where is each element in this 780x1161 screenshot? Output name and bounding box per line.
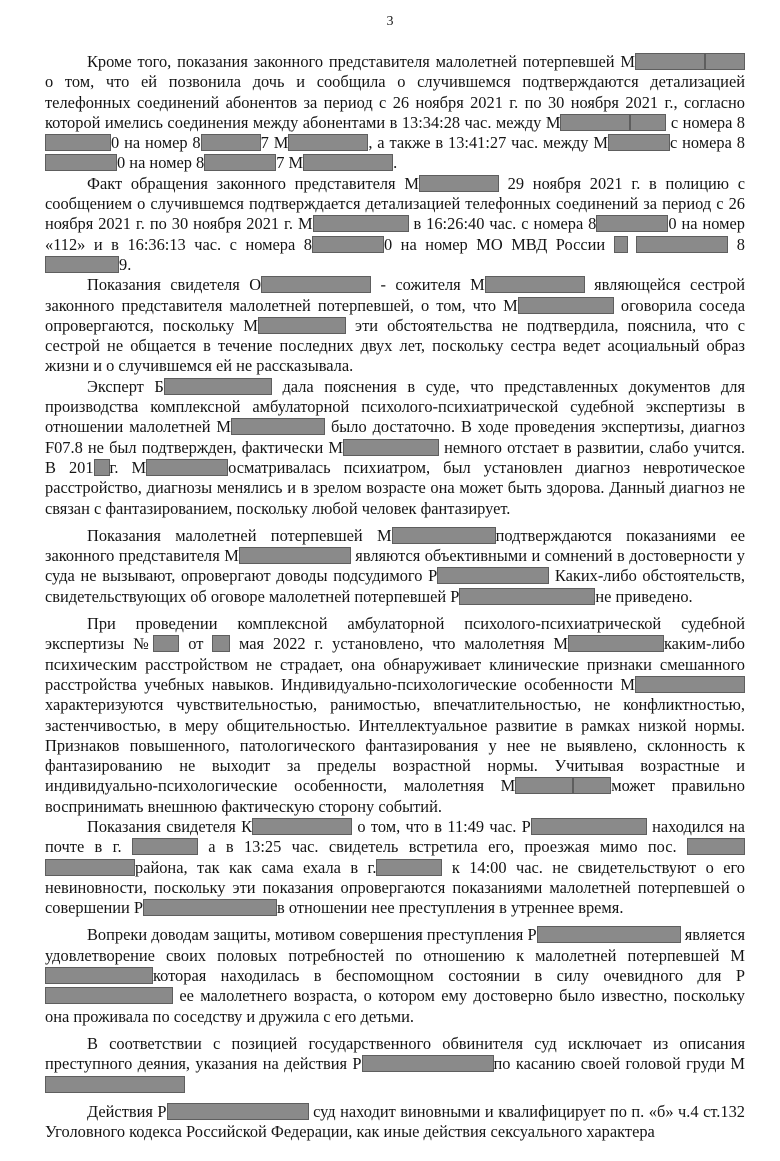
redaction-block xyxy=(45,987,173,1004)
redaction-block xyxy=(437,567,549,584)
paragraph-4: Эксперт Б дала пояснения в суде, что представленных документов для производства комплексной амбулаторной психолого-психиатрической судебной экспертизы в отношении малолетней М было достаточно. В ходе проведения экспертизы, диагноз F07.8 не был подтвержден, фактически М немного отстает в развитии, слабо учится. В 201 г. М осматривалась психиатром, был установлен диагноз невротическое расстройство, диагнозы менялись и в зрелом возрасте она может быть здорова. Данный диагноз не связан с фантазированием, поскольку любой человек фантазирует. xyxy=(45,376,746,518)
redaction-block xyxy=(573,777,611,794)
redaction-block xyxy=(630,114,666,131)
redaction-block xyxy=(419,175,499,192)
paragraph-6: При проведении комплексной амбулаторной психолого-психиатрической судебной экспертизы № от мая 2022 г. установлено, что малолетняя М каким-либо психическим расстройством не страдает, она обнаруживает клинические признаки смешанного расстройства учебных навыков. Индивидуально-психологические особенности Мхарактеризуются чувствительностью, ранимостью, впечатлительностью, не конфликтностью, застенчивостью, в меру общительностью. Интеллектуальное развитие в рамках низкой нормы. Признаков повышенного, патологического фантазирования у нее не выявлено, склонность к фантазированию не выходит за пределы возрастной нормы. Учитывая возрастные и индивидуально-психологические особенности, малолетняя М может правильно воспринимать внешнюю фактическую сторону событий. xyxy=(45,614,745,816)
redaction-block xyxy=(45,256,119,273)
redaction-block xyxy=(459,588,595,605)
redaction-block xyxy=(231,418,325,435)
redaction-block xyxy=(261,276,371,293)
paragraph-3: Показания свидетеля О - сожителя М являющейся сестрой законного представителя малолетней потерпевшей, о том, что М оговорила соседа опровергаются, поскольку М эти обстоятельства не подтвердила, пояснила, что с сестрой не общается в течение последних двух лет, поскольку сестра ведет асоциальный образ жизни и о случившемся ей не рассказывала. xyxy=(45,275,745,376)
redaction-block xyxy=(143,899,277,916)
redaction-block xyxy=(94,459,110,476)
redaction-block xyxy=(568,635,664,652)
redaction-block xyxy=(45,1076,185,1093)
redaction-block xyxy=(252,818,352,835)
redaction-block xyxy=(515,777,573,794)
page-number: 3 xyxy=(386,14,394,29)
redaction-block xyxy=(45,967,153,984)
redaction-block xyxy=(164,378,272,395)
redaction-block xyxy=(288,134,368,151)
redaction-block xyxy=(362,1055,494,1072)
redaction-block xyxy=(303,154,393,171)
redaction-block xyxy=(636,236,728,253)
redaction-block xyxy=(635,676,745,693)
redaction-block xyxy=(343,439,439,456)
redaction-block xyxy=(635,53,705,70)
redaction-block xyxy=(45,134,111,151)
paragraph-10: Действия Р суд находит виновными и квалифицирует по п. «б» ч.4 ст.132 Уголовного кодекса Российской Федерации, как иные действия сексуального характера xyxy=(45,1101,745,1142)
paragraph-2: Факт обращения законного представителя М 29 ноября 2021 г. в полицию с сообщением о случившемся подтверждается детализацией телефонных соединений за период с 26 ноября 2021 г. по 30 ноября 2021 г. М в 16:26:40 час. с номера 8 0 на номер «112» и в 16:36:13 час. с номера 8 0 на номер МО МВД России 89. xyxy=(45,173,746,274)
paragraph-5: Показания малолетней потерпевшей М подтверждаются показаниями ее законного представителя М являются объективными и сомнений в достоверности у суда не вызывают, опровергают доводы подсудимого Р Каких-либо обстоятельств, свидетельствующих об оговоре малолетней потерпевшей Р не приведено. xyxy=(45,525,745,606)
redaction-block xyxy=(258,317,346,334)
redaction-block xyxy=(537,926,681,943)
redaction-block xyxy=(45,859,135,876)
redaction-block xyxy=(201,134,261,151)
paragraph-1: Кроме того, показания законного представителя малолетней потерпевшей М о том, что ей позвонила дочь и сообщила о случившемся подтверждаются детализацией телефонных соединений абонентов за период с 26 ноября 2021 г. по 30 ноября 2021 г., согласно которой имелись соединения между абонентами в 13:34:28 час. между М с номера 80 на номер 8 7 М , а также в 13:41:27 час. между М с номера 80 на номер 8 7 М . xyxy=(45,52,745,173)
redaction-block xyxy=(204,154,276,171)
redaction-block xyxy=(392,527,496,544)
redaction-block xyxy=(212,635,230,652)
paragraph-9: В соответствии с позицией государственного обвинителя суд исключает из описания преступного деяния, указания на действия Р по касанию своей головой груди М xyxy=(45,1034,745,1095)
redaction-block xyxy=(608,134,670,151)
redaction-block xyxy=(485,276,585,293)
redaction-block xyxy=(167,1103,309,1120)
paragraph-7: Показания свидетеля К о том, что в 11:49 час. Р находился на почте в г. а в 13:25 час. свидетель встретила его, проезжая мимо пос. района, так как сама ехала в г. к 14:00 час. не свидетельствуют о его невиновности, поскольку эти показания опровергаются показаниями малолетней потерпевшей о совершении Р в отношении нее преступления в утреннее время. xyxy=(45,816,745,918)
paragraph-8: Вопреки доводам защиты, мотивом совершения преступления Р является удовлетворение своих половых потребностей по отношению к малолетней потерпевшей Мкоторая находилась в беспомощном состоянии в силу очевидного для Р ее малолетнего возраста, о котором ему достоверно было известно, поскольку она проживала по соседству и дружила с его детьми. xyxy=(45,925,745,1026)
redaction-block xyxy=(531,818,647,835)
redaction-block xyxy=(313,215,409,232)
redaction-block xyxy=(146,459,228,476)
redaction-block xyxy=(239,547,351,564)
redaction-block xyxy=(312,236,384,253)
redaction-block xyxy=(376,859,442,876)
redaction-block xyxy=(132,838,198,855)
document-body xyxy=(45,52,745,1142)
redaction-block xyxy=(596,215,668,232)
redaction-block xyxy=(560,114,630,131)
redaction-block xyxy=(518,297,614,314)
redaction-block xyxy=(153,635,179,652)
redaction-block xyxy=(687,838,745,855)
redaction-block xyxy=(614,236,628,253)
redaction-block xyxy=(705,53,745,70)
redaction-block xyxy=(45,154,117,171)
